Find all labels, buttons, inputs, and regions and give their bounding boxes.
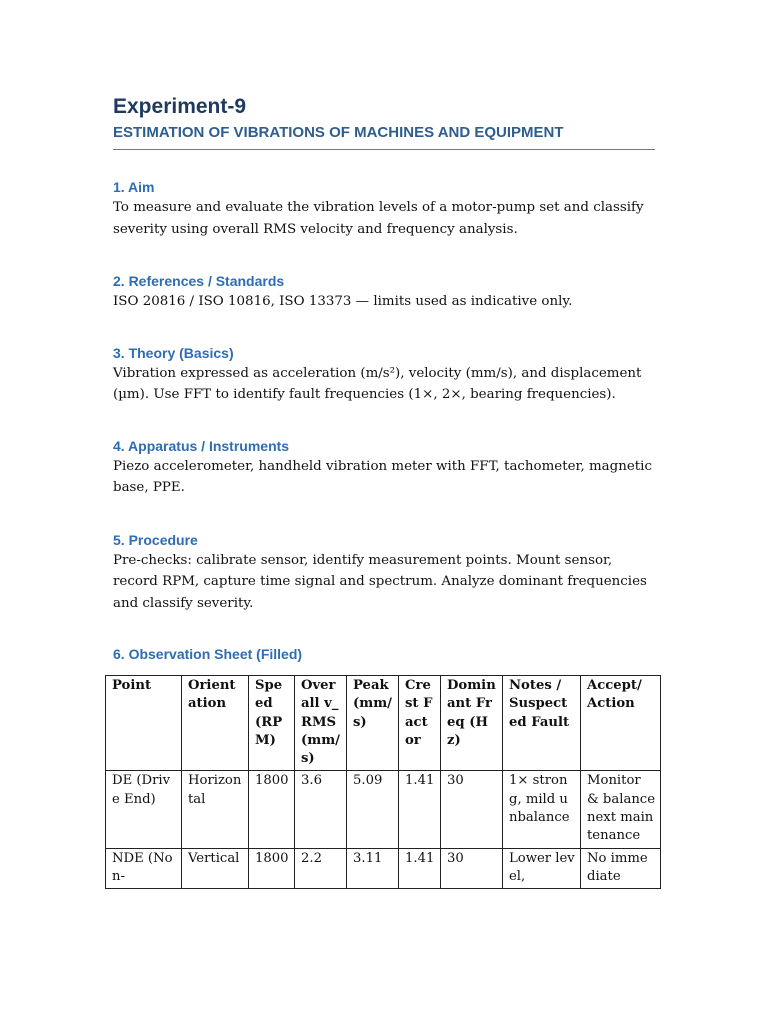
section-body: Vibration expressed as acceleration (m/s²), velocity (mm/s), and displacement (µm). Use FFT to identify fault frequencies (1×, 2×, bearing frequencies).: [113, 365, 642, 402]
table-cell: No immediate: [581, 848, 661, 889]
column-header: Accept/ Action: [581, 676, 661, 771]
section-apparatus: [113, 436, 655, 499]
table-cell: 5.09: [347, 771, 399, 848]
section-heading: 4. Apparatus / Instruments: [113, 437, 290, 454]
document-title: Experiment-9: [113, 95, 247, 118]
column-header: Notes / Suspected Fault: [503, 676, 581, 771]
section-heading: 3. Theory (Basics): [113, 344, 234, 361]
table-cell: Vertical: [182, 848, 249, 889]
column-header: Dominant Freq (Hz): [441, 676, 503, 771]
table-cell: Monitor & balance next maintenance: [581, 771, 661, 848]
section-procedure: [113, 530, 655, 615]
table-cell: 2.2: [295, 848, 347, 889]
section-observation: [113, 644, 655, 664]
section-theory: [113, 343, 655, 406]
table-row: [106, 771, 661, 848]
table-cell: Horizontal: [182, 771, 249, 848]
table-cell: NDE (Non-: [106, 848, 182, 889]
column-header: Point: [106, 676, 182, 771]
table-cell: 30: [441, 848, 503, 889]
section-body: Piezo accelerometer, handheld vibration meter with FFT, tachometer, magnetic base, PPE.: [113, 458, 652, 495]
table-cell: Lower level,: [503, 848, 581, 889]
table-cell: 3.11: [347, 848, 399, 889]
column-header: Orientation: [182, 676, 249, 771]
section-body: ISO 20816 / ISO 10816, ISO 13373 — limits used as indicative only.: [113, 294, 573, 309]
section-references: [113, 271, 655, 313]
column-header: Speed (RPM): [249, 676, 295, 771]
table-cell: 1.41: [399, 771, 441, 848]
table-cell: 3.6: [295, 771, 347, 848]
table-cell: 1800: [249, 771, 295, 848]
section-heading: 1. Aim: [113, 179, 155, 195]
table-cell: 1800: [249, 848, 295, 889]
section-aim: [113, 177, 655, 240]
column-header: Peak (mm/s): [347, 676, 399, 771]
table-header-row: [106, 676, 661, 771]
section-heading: 5. Procedure: [113, 531, 198, 548]
table-cell: DE (Drive End): [106, 771, 182, 848]
document-subtitle: ESTIMATION OF VIBRATIONS OF MACHINES AND EQUIPMENT: [113, 122, 655, 150]
table-row: [106, 848, 661, 889]
section-body: To measure and evaluate the vibration levels of a motor-pump set and classify severity using overall RMS velocity and frequency analysis.: [113, 200, 644, 237]
observation-table: [105, 675, 661, 889]
table-cell: 30: [441, 771, 503, 848]
table-cell: 1.41: [399, 848, 441, 889]
column-header: Crest Factor: [399, 676, 441, 771]
table-cell: 1× strong, mild unbalance: [503, 771, 581, 848]
section-heading: 6. Observation Sheet (Filled): [113, 646, 303, 662]
column-header: Overall v_RMS (mm/s): [295, 676, 347, 771]
section-heading: 2. References / Standards: [113, 273, 285, 289]
section-body: Pre-checks: calibrate sensor, identify measurement points. Mount sensor, record RPM, capture time signal and spectrum. Analyze dominant frequencies and classify severity.: [113, 552, 647, 611]
document-page: [113, 92, 655, 664]
